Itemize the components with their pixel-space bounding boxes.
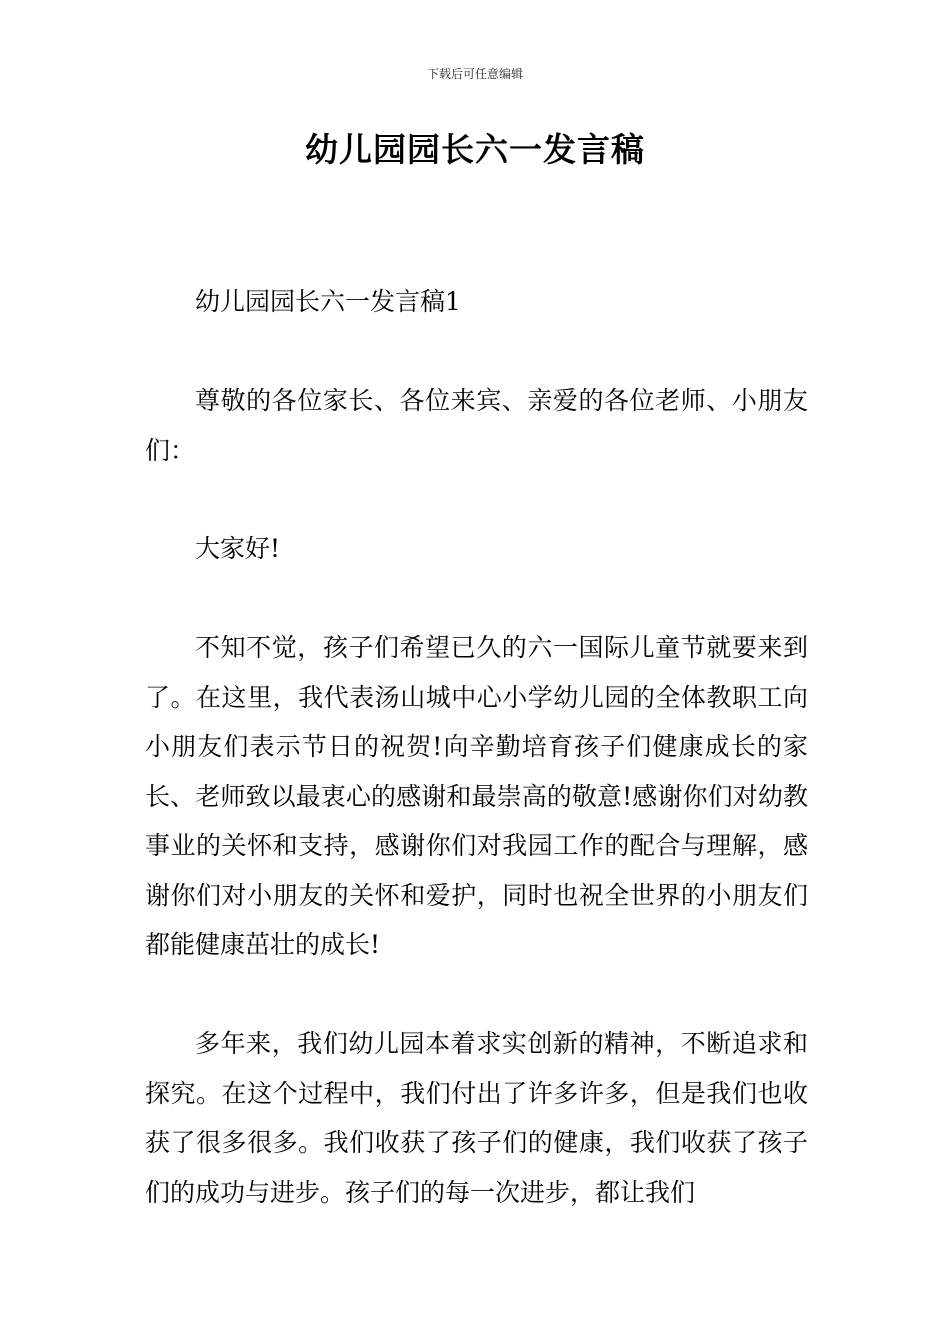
paragraph-1-text: 不知不觉，孩子们希望已久的六一国际儿童节就要来到了。在这里，我代表汤山城中心小学幼儿园的全体教职工向小朋友们表示节日的祝贺!向辛勤培育孩子们健康成长的家长、老师致以最衷心的感谢和最崇高的敬意!感谢你们对幼教事业的关怀和支持，感谢你们对我园工作的配合与理解，感谢你们对小朋友的关怀和爱护，同时也祝全世界的小朋友们都能健康茁壮的成长!: [145, 633, 808, 959]
paragraph-1-block: [145, 623, 808, 970]
paragraph-2-block: [145, 1019, 808, 1217]
paragraph-2-text: 多年来，我们幼儿园本着求实创新的精神，不断追求和探究。在这个过程中，我们付出了许多许多，但是我们也收获了很多很多。我们收获了孩子们的健康，我们收获了孩子们的成功与进步。孩子们的每一次进步，都让我们: [145, 1029, 808, 1207]
header-note: 下载后可任意编辑: [426, 67, 523, 81]
greeting-text: 大家好!: [195, 534, 281, 563]
salutation-text: 尊敬的各位家长、各位来宾、亲爱的各位老师、小朋友们：: [145, 386, 808, 465]
document-title: 幼儿园园长六一发言稿: [305, 130, 645, 169]
salutation-block: [145, 376, 808, 475]
section-subtitle: [145, 277, 808, 327]
greeting-block: [145, 524, 808, 574]
subtitle-text: 幼儿园园长六一发言稿1: [195, 287, 461, 316]
